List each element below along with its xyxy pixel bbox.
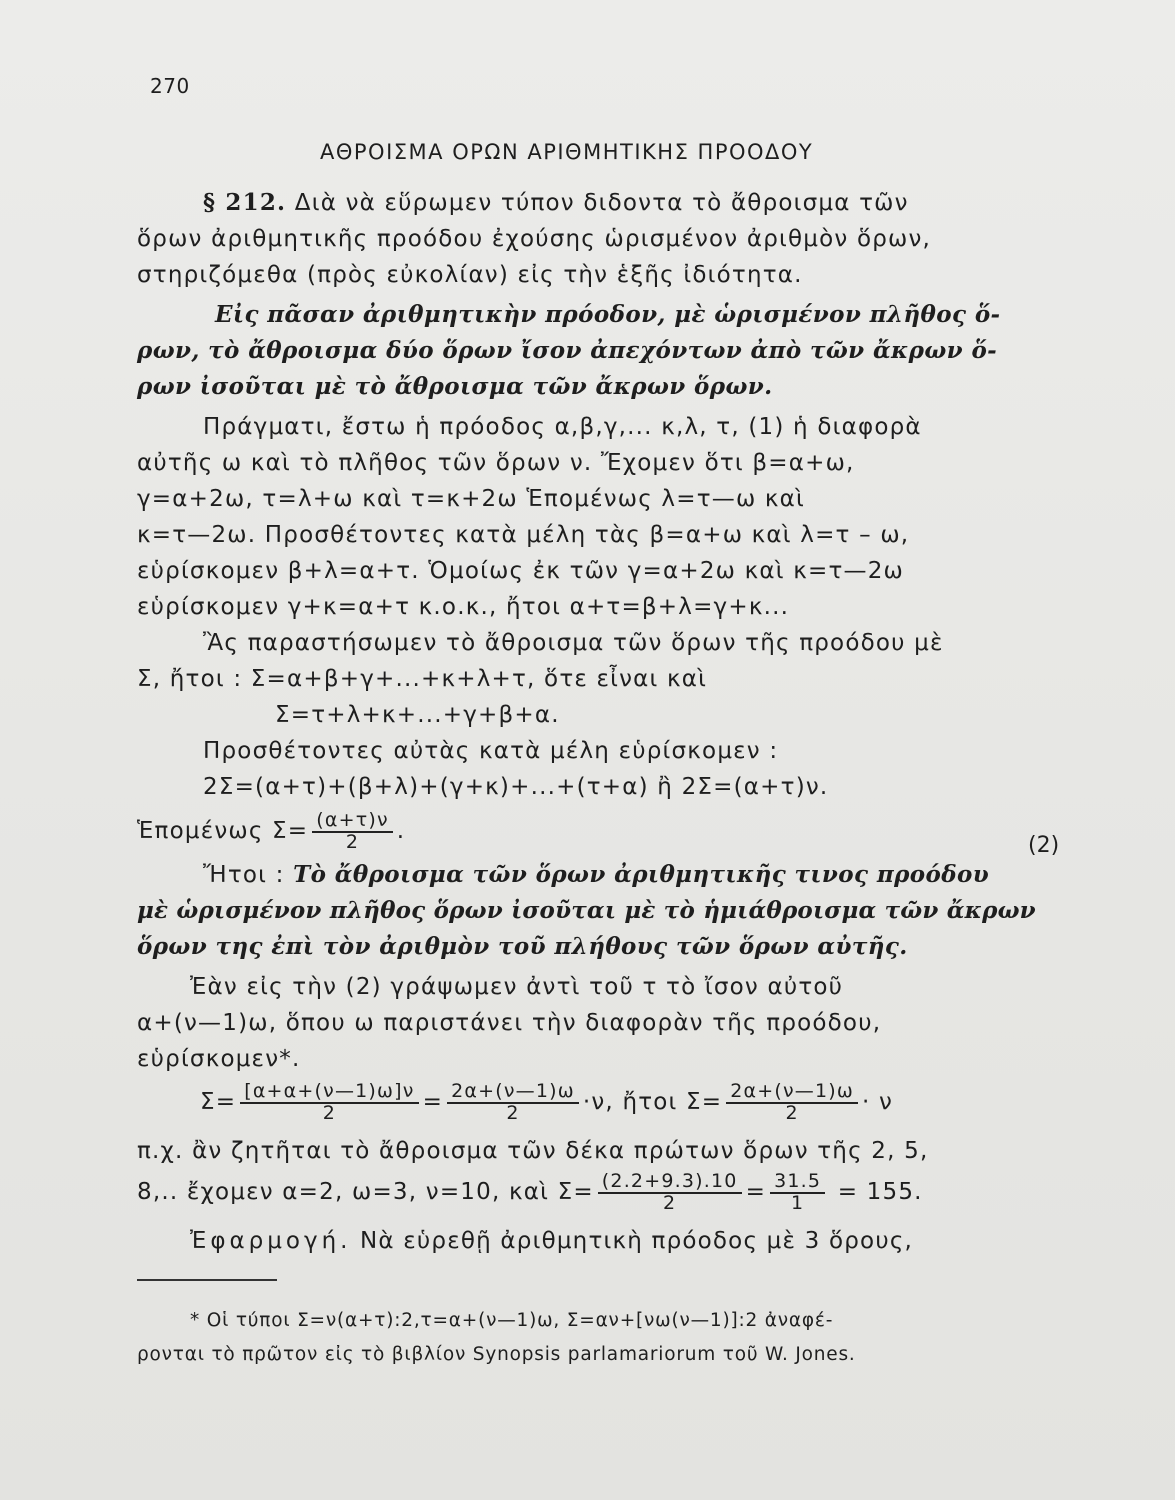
formula-suffix: . xyxy=(396,818,406,844)
proof-line: Πράγματι, ἔστω ἡ πρόοδος α,β,γ,... κ,λ, τ, (1) ἡ διαφορὰ xyxy=(203,414,922,440)
fraction-denominator: 2 xyxy=(322,1101,337,1124)
theorem-line: ὅρων της ἐπὶ τὸν ἀριθμὸν τοῦ πλήθους τῶν ὅρων αὐτῆς. xyxy=(137,933,908,960)
application-text: Νὰ εὑρεθῇ ἀριθμητικὴ πρόοδος μὲ 3 ὅρους, xyxy=(360,1228,914,1254)
theorem-line xyxy=(203,860,1077,890)
fraction xyxy=(770,1169,825,1214)
paragraph-line: στηριζόμεθα (πρὸς εὐκολίαν) εἰς τὴν ἑξῆς ἰδιότητα. xyxy=(137,262,803,288)
proof-line: Προσθέτοντες αὐτὰς κατὰ μέλη εὑρίσκομεν : xyxy=(203,738,779,764)
formula-prefix: Ἑπομένως Σ= xyxy=(137,818,309,844)
theorem-line: ρων ἰσοῦται μὲ τὸ ἄθροισμα τῶν ἄκρων ὅρων. xyxy=(137,373,773,400)
chapter-heading: ΑΘΡΟΙΣΜΑ ΟΡΩΝ ΑΡΙΘΜΗΤΙΚΗΣ ΠΡΟΟΔΟΥ xyxy=(320,140,814,164)
equation-line: Σ=τ+λ+κ+...+γ+β+α. xyxy=(275,702,560,728)
proof-line: Σ, ἤτοι : Σ=α+β+γ+...+κ+λ+τ, ὅτε εἶναι καὶ xyxy=(137,666,708,692)
formula-lhs: Σ= xyxy=(200,1089,237,1115)
paragraph-line: Ἐὰν εἰς τὴν (2) γράψωμεν ἀντὶ τοῦ τ τὸ ἴσον αὐτοῦ xyxy=(190,974,844,1000)
proof-line: γ=α+2ω, τ=λ+ω καὶ τ=κ+2ω Ἑπομένως λ=τ—ω καὶ xyxy=(137,486,806,512)
formula-sum xyxy=(137,808,1077,854)
footnote-rule xyxy=(137,1279,277,1281)
application-line xyxy=(190,1226,1077,1256)
fraction-denominator: 2 xyxy=(506,1101,520,1124)
fraction-numerator: (α+τ)ν xyxy=(312,811,393,833)
equals-sign: = xyxy=(745,1179,767,1205)
equation-number: (2) xyxy=(1028,833,1060,858)
fraction xyxy=(240,1079,418,1124)
fraction xyxy=(312,808,393,853)
proof-line: κ=τ—2ω. Προσθέτοντες κατὰ μέλη τὰς β=α+ω καὶ λ=τ – ω, xyxy=(137,522,910,548)
formula-middle: ·ν, ἤτοι Σ= xyxy=(582,1089,723,1115)
proof-line: εὑρίσκομεν β+λ=α+τ. Ὁμοίως ἐκ τῶν γ=α+2ω καὶ κ=τ—2ω xyxy=(137,558,905,584)
formula-tail: · ν xyxy=(862,1089,894,1115)
section-intro-line xyxy=(203,188,1077,218)
fraction-denominator: 2 xyxy=(785,1101,799,1124)
equals-sign: = xyxy=(422,1089,444,1115)
fraction xyxy=(447,1079,579,1124)
application-label: Ἐφαρμογή. xyxy=(190,1228,352,1254)
fraction-numerator: [α+α+(ν—1)ω]ν xyxy=(240,1082,418,1104)
fraction-denominator: 2 xyxy=(663,1191,677,1214)
example-prefix: 8,.. ἔχομεν α=2, ω=3, ν=10, καὶ Σ= xyxy=(137,1179,594,1205)
example-formula xyxy=(137,1166,1077,1218)
example-line: π.χ. ἂν ζητῆται τὸ ἄθροισμα τῶν δέκα πρώτων ὅρων τῆς 2, 5, xyxy=(137,1138,929,1164)
proof-line: αὐτῆς ω καὶ τὸ πλῆθος τῶν ὅρων ν. Ἔχομεν ὅτι β=α+ω, xyxy=(137,450,855,476)
footnote-line: ρονται τὸ πρῶτον εἰς τὸ βιβλίον Synopsis parlamariorum τοῦ W. Jones. xyxy=(137,1344,856,1365)
theorem-line: Εἰς πᾶσαν ἀριθμητικὴν πρόοδον, μὲ ὡρισμένον πλῆθος ὅ- xyxy=(215,301,1001,328)
fraction xyxy=(598,1169,742,1214)
section-intro-text: Διὰ νὰ εὕρωμεν τύπον διδοντα τὸ ἄθροισμα τῶν xyxy=(294,190,909,216)
section-mark: § 212. xyxy=(203,189,287,216)
fraction-denominator: 2 xyxy=(345,830,360,853)
footnote-line: * Οἱ τύποι Σ=ν(α+τ):2,τ=α+(ν—1)ω, Σ=αν+[νω(ν—1)]:2 ἀναφέ- xyxy=(190,1310,834,1331)
fraction-numerator: (2.2+9.3).10 xyxy=(598,1172,742,1194)
paragraph-line: ὅρων ἀριθμητικῆς προόδου ἐχούσης ὡρισμένον ἀριθμὸν ὅρων, xyxy=(137,226,932,252)
paragraph-line: α+(ν—1)ω, ὅπου ω παριστάνει τὴν διαφορὰν τῆς προόδου, xyxy=(137,1010,882,1036)
paragraph-line: εὑρίσκομεν*. xyxy=(137,1046,301,1072)
theorem-line: μὲ ὡρισμένον πλῆθος ὅρων ἰσοῦται μὲ τὸ ἡμιάθροισμα τῶν ἄκρων xyxy=(137,897,1036,924)
equation-line: 2Σ=(α+τ)+(β+λ)+(γ+κ)+...+(τ+α) ἢ 2Σ=(α+τ)ν. xyxy=(203,774,829,800)
fraction xyxy=(726,1079,858,1124)
proof-line: εὑρίσκομεν γ+κ=α+τ κ.ο.κ., ἤτοι α+τ=β+λ=γ+κ... xyxy=(137,594,790,620)
proof-line: Ἂς παραστήσωμεν τὸ ἄθροισμα τῶν ὅρων τῆς προόδου μὲ xyxy=(203,630,944,656)
page-number: 270 xyxy=(150,74,190,98)
theorem-lead: Ἤτοι : xyxy=(203,862,285,888)
fraction-numerator: 2α+(ν—1)ω xyxy=(447,1082,579,1104)
fraction-numerator: 31.5 xyxy=(770,1172,825,1194)
example-result: = 155. xyxy=(837,1179,923,1205)
theorem-line: ρων, τὸ ἄθροισμα δύο ὅρων ἴσον ἀπεχόντων ἀπὸ τῶν ἄκρων ὅ- xyxy=(137,337,998,364)
fraction-denominator: 1 xyxy=(790,1191,805,1214)
theorem-text: Τὸ ἄθροισμα τῶν ὅρων ἀριθμητικῆς τινος προόδου xyxy=(293,861,990,888)
fraction-numerator: 2α+(ν—1)ω xyxy=(726,1082,858,1104)
formula-general xyxy=(200,1076,1077,1128)
